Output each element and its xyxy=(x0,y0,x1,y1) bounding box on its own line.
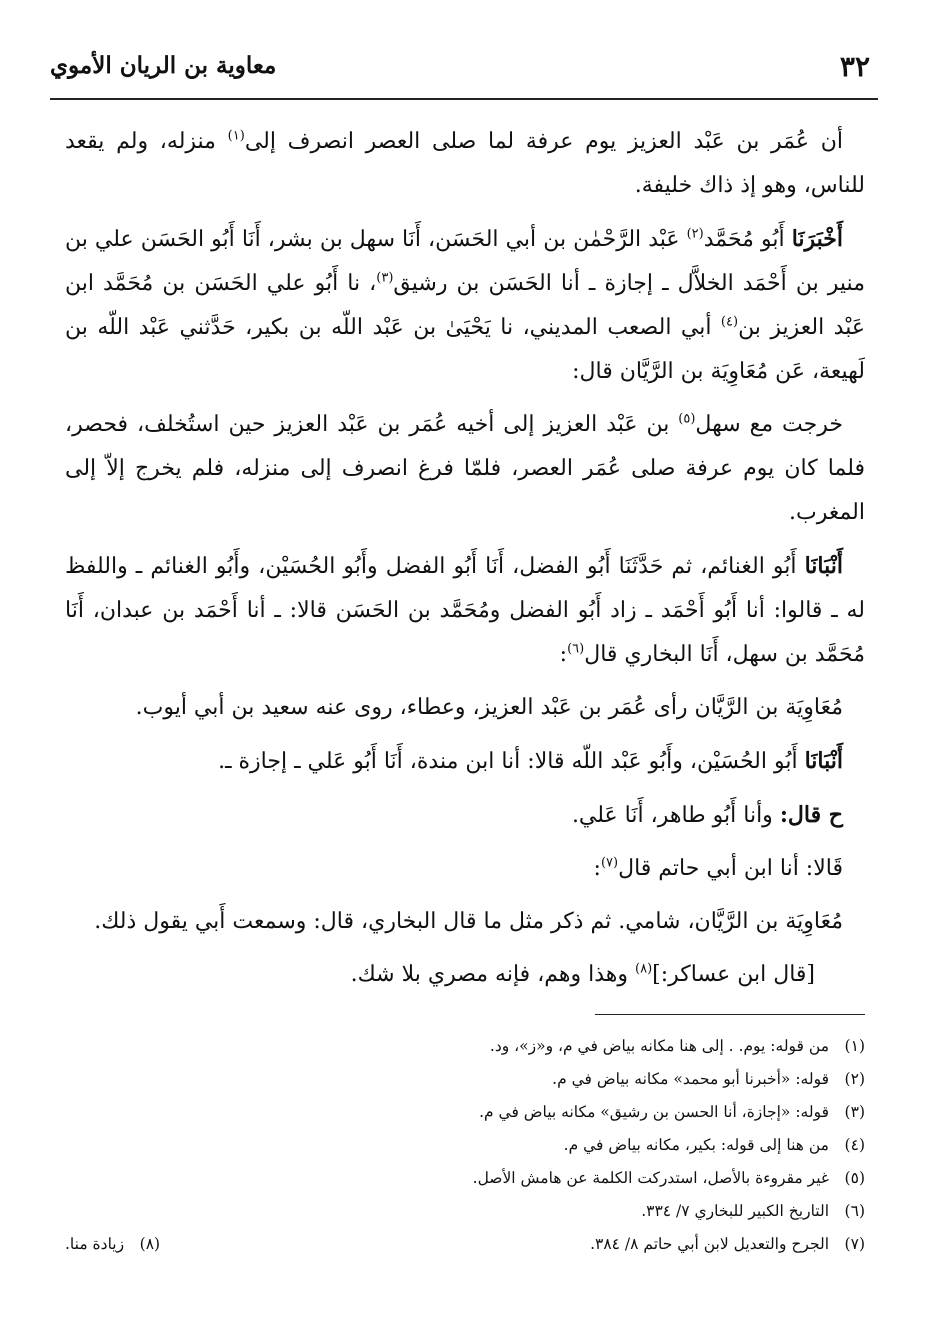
paragraph-10: [قال ابن عساكر:]$^{(٨)}$ وهذا وهم، فإنه مصري بلا شك. xyxy=(350,961,815,987)
footnotes xyxy=(65,1030,865,1261)
footnote: (٢)قوله: «أخبرنا أبو محمد» مكانه بياض في م. xyxy=(552,1070,865,1088)
paragraph-6: أَنْبَانَا أَبُو الحُسَيْن، وأَبُو عَبْد اللّه قالا: أنا ابن مندة، أَنَا أَبُو عَلي ـ إجازة ـ. xyxy=(218,748,843,774)
footnote: (٧)الجرح والتعديل لابن أبي حاتم ٨/ ٣٨٤. (٨)زيادة منا. xyxy=(65,1228,865,1261)
paragraph-2: أَخْبَرَنَا أَبُو مُحَمَّد$^{(٢)}$ عَبْد الرَّحْمٰن بن أبي الحَسَن، أَنَا سهل بن بشر، أَنَا أَبُو الحَسَن علي بن منير بن أَحْمَد الخلاَّل ـ إجازة ـ أنا الحَسَن بن رشيق$^{(٣)}$، نا أَبُو علي الحَسَن بن مُحَمَّد ابن عَبْد العزيز بن$^{(٤)}$ أبي الصعب المديني، نا يَحْيَىٰ بن عَبْد اللّه بن بكير، حَدَّثني عَبْد اللّه بن لَهيعة، عَن مُعَاوِيَة بن الرَّيَّان قال: xyxy=(65,226,865,384)
footnote: (٦)التاريخ الكبير للبخاري ٧/ ٣٣٤. xyxy=(641,1202,865,1220)
header-rule xyxy=(50,98,878,100)
footnote: (٥)غير مقروءة بالأصل، استدركت الكلمة عن هامش الأصل. xyxy=(472,1169,865,1187)
paragraph-9: مُعَاوِيَة بن الرَّيَّان، شامي. ثم ذكر مثل ما قال البخاري، قال: وسمعت أَبي يقول ذلك. xyxy=(94,909,843,934)
footnote-rule xyxy=(595,1014,865,1015)
paragraph-1: أن عُمَر بن عَبْد العزيز يوم عرفة لما صلى العصر انصرف إلى$^{(١)}$ منزله، ولم يقعد للناس، وهو إذ ذاك خليفة. xyxy=(65,128,865,198)
paragraph-3: خرجت مع سهل$^{(٥)}$ بن عَبْد العزيز إلى أخيه عُمَر بن عَبْد العزيز حين استُخلف، فحصر، فلما كان يوم عرفة صلى عُمَر العصر، فلمّا فرغ انصرف إلى منزله، فلم يخرج إلاّ إلى المغرب. xyxy=(65,411,865,525)
footnote: (١)من قوله: يوم. . إلى هنا مكانه بياض في م، و«ز»، ود. xyxy=(489,1037,865,1055)
running-title: معاوية بن الريان الأموي xyxy=(50,52,277,79)
paragraph-5: مُعَاوِيَة بن الرَّيَّان رأى عُمَر بن عَبْد العزيز، وعطاء، روى عنه سعيد بن أبي أيوب. xyxy=(135,695,843,720)
footnote: (٣)قوله: «إجازة، أنا الحسن بن رشيق» مكانه بياض في م. xyxy=(479,1103,865,1121)
page-header xyxy=(50,50,870,90)
page-number: ٣٢ xyxy=(839,50,870,83)
main-text xyxy=(65,120,865,1006)
paragraph-7: ح قال: وأنا أَبُو طاهر، أَنَا عَلي. xyxy=(571,802,843,828)
paragraph-8: قَالا: أنا ابن أبي حاتم قال$^{(٧)}$: xyxy=(593,855,843,881)
footnote: (٤)من هنا إلى قوله: بكير، مكانه بياض في م. xyxy=(563,1136,865,1154)
paragraph-4: أَنْبَانَا أَبُو الغنائم، ثم حَدَّثَنَا أَبُو الفضل، أَنَا أَبُو الفضل وأَبُو الحُسَيْن، وأَبُو الغنائم ـ واللفظ له ـ قالوا: أنا أَبُو أَحْمَد ـ زاد أَبُو الفضل ومُحَمَّد بن الحَسَن قالا: ـ أنا أَحْمَد بن عبدان، أَنَا مُحَمَّد بن سهل، أَنَا البخاري قال$^{(٦)}$: xyxy=(65,553,865,667)
footnote: (٨)زيادة منا. xyxy=(65,1235,161,1253)
